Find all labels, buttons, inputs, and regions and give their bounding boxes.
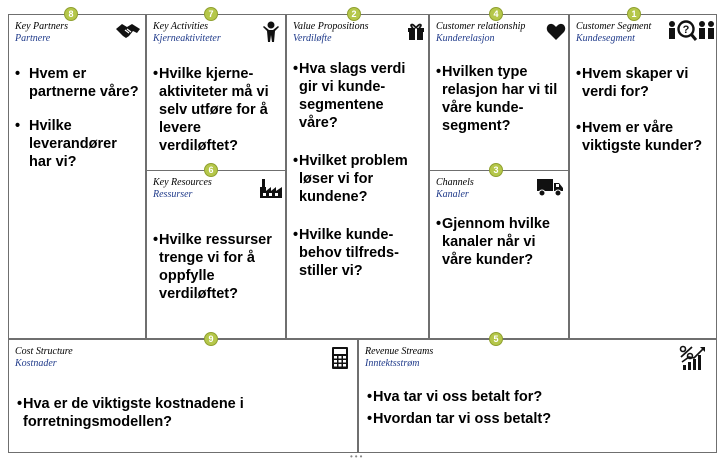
key-activities-subtitle: Kjerneaktiviteter	[153, 33, 221, 44]
key-resources-content	[153, 231, 281, 317]
cost-structure-title: Cost Structure	[15, 346, 73, 357]
cost-structure-box	[8, 339, 358, 453]
key-resources-subtitle: Ressurser	[153, 189, 193, 200]
value-propositions-bullet: • Hvilket problem løser vi for kundene?	[293, 152, 423, 206]
key-resources-title: Key Resources	[153, 177, 212, 188]
key-activities-content	[153, 65, 281, 169]
channels-subtitle: Kanaler	[436, 189, 469, 200]
customer-segment-bullet: • Hvem er våre viktigste kunder?	[576, 119, 712, 155]
key-partners-box	[8, 14, 146, 339]
key-resources-bullet: • Hvilke ressurser trenge vi for å oppfylle verdiløftet?	[153, 231, 281, 303]
customer-segment-title: Customer Segment	[576, 21, 652, 32]
key-activities-number: 7	[204, 7, 218, 21]
customer-segment-content	[576, 65, 712, 169]
factory-icon	[259, 177, 283, 199]
value-propositions-number: 2	[347, 7, 361, 21]
customer-segment-box	[569, 14, 717, 339]
key-partners-title: Key Partners	[15, 21, 69, 32]
cost-structure-subtitle: Kostnader	[15, 358, 57, 369]
people-search-icon	[668, 19, 716, 41]
key-partners-content	[15, 65, 139, 185]
person-icon	[261, 21, 281, 43]
key-partners-bullet: • Hvem er partnerne våre?	[15, 65, 139, 101]
value-propositions-bullet: • Hva slags verdi gir vi kunde-segmentene våre?	[293, 60, 423, 132]
channels-box	[429, 170, 569, 339]
customer-relationship-bullet: • Hvilken type relasjon har vi til våre kunde-segment?	[436, 63, 564, 135]
value-propositions-title: Value Propositions	[293, 21, 369, 32]
customer-relationship-box	[429, 14, 569, 171]
revenue-streams-box	[358, 339, 717, 453]
value-propositions-subtitle: Verdiløfte	[293, 33, 332, 44]
cost-structure-bullet: • Hva er de viktigste kostnadene i forretningsmodellen?	[17, 395, 317, 431]
customer-relationship-title: Customer relationship	[436, 21, 526, 32]
revenue-streams-content	[367, 388, 687, 432]
value-propositions-content	[293, 60, 423, 294]
truck-icon	[536, 177, 564, 197]
key-resources-box	[146, 170, 286, 339]
key-activities-box	[146, 14, 286, 171]
customer-relationship-subtitle: Kunderelasjon	[436, 33, 495, 44]
heart-icon	[546, 23, 566, 41]
channels-title: Channels	[436, 177, 474, 188]
cost-structure-number: 9	[204, 332, 218, 346]
handshake-icon	[115, 21, 141, 41]
calculator-icon	[331, 346, 349, 370]
revenue-streams-title: Revenue Streams	[365, 346, 434, 357]
revenue-streams-number: 5	[489, 332, 503, 346]
customer-relationship-content	[436, 63, 564, 149]
value-propositions-box	[286, 14, 429, 339]
customer-segment-bullet: • Hvem skaper vi verdi for?	[576, 65, 712, 101]
key-activities-bullet: • Hvilke kjerne-aktiviteter må vi selv utføre for å levere verdiløftet?	[153, 65, 281, 155]
key-partners-bullet: • Hvilke leverandører har vi?	[15, 117, 139, 171]
key-partners-number: 8	[64, 7, 78, 21]
scroll-handle[interactable]: •••	[350, 452, 365, 461]
key-partners-subtitle: Partnere	[15, 33, 51, 44]
customer-relationship-number: 4	[489, 7, 503, 21]
cost-structure-content	[17, 395, 317, 445]
key-activities-title: Key Activities	[153, 21, 209, 32]
gift-icon	[407, 21, 425, 41]
customer-segment-number: 1	[627, 7, 641, 21]
revenue-streams-subtitle: Inntektsstrøm	[365, 358, 420, 369]
percent-chart-icon	[679, 345, 707, 371]
revenue-streams-bullet: • Hvordan tar vi oss betalt?	[367, 410, 687, 428]
channels-content	[436, 215, 564, 283]
svg-text:?: ?	[682, 24, 690, 36]
channels-number: 3	[489, 163, 503, 177]
key-resources-number: 6	[204, 163, 218, 177]
value-propositions-bullet: • Hvilke kunde-behov tilfreds-stiller vi?	[293, 226, 423, 280]
channels-bullet: • Gjennom hvilke kanaler når vi våre kunder?	[436, 215, 564, 269]
revenue-streams-bullet: • Hva tar vi oss betalt for?	[367, 388, 687, 406]
customer-segment-subtitle: Kundesegment	[576, 33, 635, 44]
